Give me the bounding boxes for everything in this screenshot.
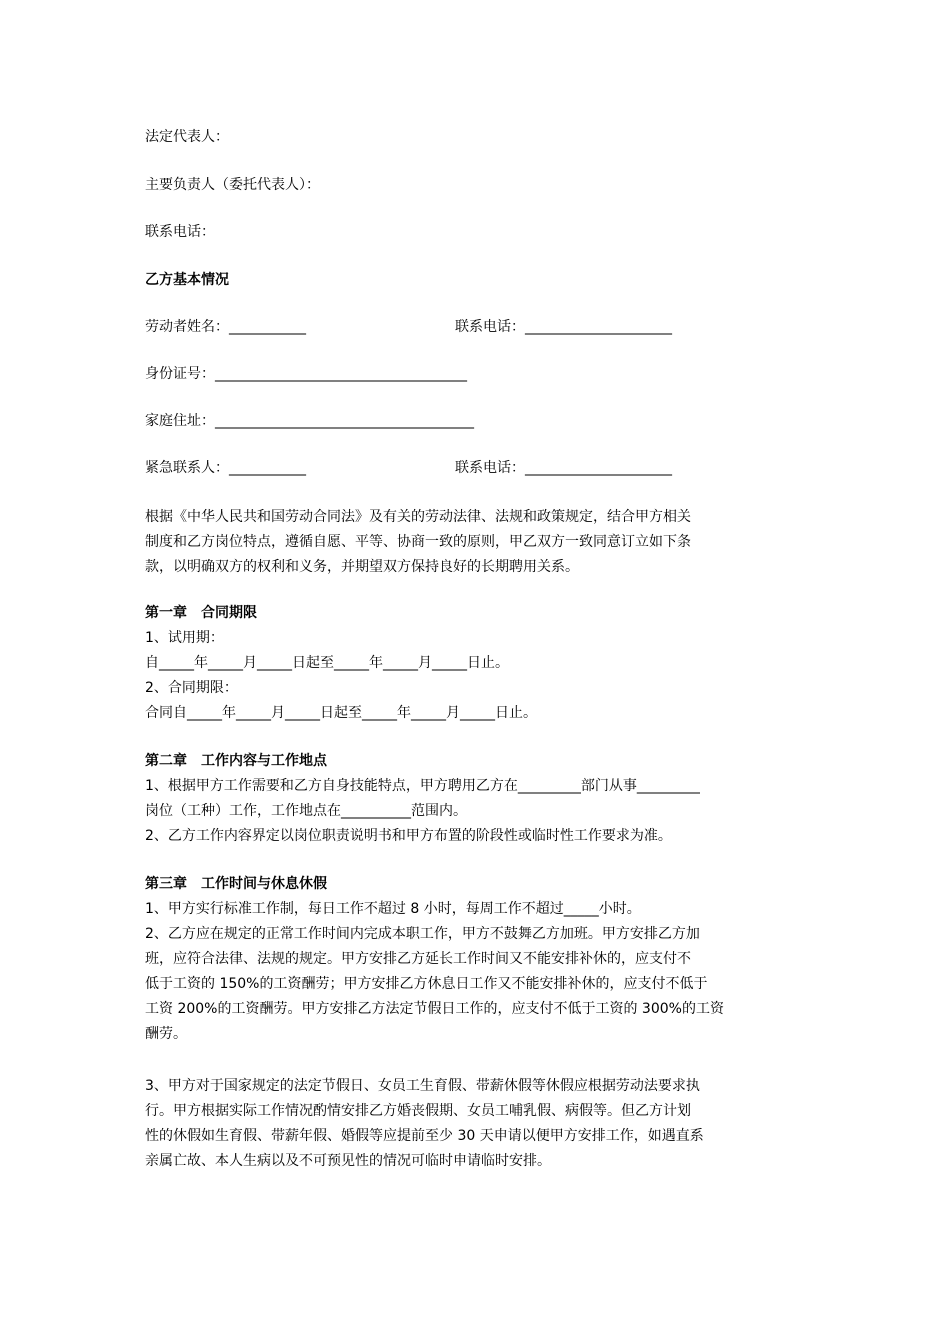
preamble-line: 根据《中华人民共和国劳动合同法》及有关的劳动法律、法规和政策规定，结合甲方相关 [145,509,691,525]
home-address-line: 家庭住址：_____________________________________ [145,413,474,429]
chapter-3-line: 低于工资的 150%的工资酬劳；甲方安排乙方休息日工作又不能安排补休的，应支付不低于 [145,976,708,992]
chapter-2-line: 2、乙方工作内容界定以岗位职责说明书和甲方布置的阶段性或临时性工作要求为准。 [145,828,672,844]
chapter-2-line: 1、根据甲方工作需要和乙方自身技能特点，甲方聘用乙方在_________部门从事_________ [145,778,700,794]
chapter-1-line: 自_____年_____月_____日起至_____年_____月_____日止。 [145,655,509,671]
chapter-3-title: 第三章 工作时间与休息休假 [145,876,327,892]
emergency-phone-line: 联系电话：_____________________ [455,460,672,476]
chapter-3-line: 性的休假如生育假、带薪年假、婚假等应提前至少 30 天申请以便甲方安排工作，如遇直系 [145,1128,704,1144]
worker-phone-line: 联系电话：_____________________ [455,319,672,335]
party-b-heading: 乙方基本情况 [145,272,229,288]
worker-name-line: 劳动者姓名：___________ [145,319,306,335]
chapter-3-line: 1、甲方实行标准工作制，每日工作不超过 8 小时，每周工作不超过_____小时。 [145,901,641,917]
chapter-3-line: 亲属亡故、本人生病以及不可预见性的情况可临时申请临时安排。 [145,1153,551,1169]
chapter-3-line: 酬劳。 [145,1026,187,1042]
preamble-line: 制度和乙方岗位特点，遵循自愿、平等、协商一致的原则，甲乙双方一致同意订立如下条 [145,534,691,550]
chapter-3-line: 3、甲方对于国家规定的法定节假日、女员工生育假、带薪休假等休假应根据劳动法要求执 [145,1078,700,1094]
chapter-3-line: 工资 200%的工资酬劳。甲方安排乙方法定节假日工作的，应支付不低于工资的 300%的工资 [145,1001,724,1017]
chapter-3-line: 2、乙方应在规定的正常工作时间内完成本职工作，甲方不鼓舞乙方加班。甲方安排乙方加 [145,926,700,942]
legal-rep-line: 法定代表人： [145,129,229,145]
chapter-1-line: 2、合同期限： [145,680,238,696]
chapter-1-line: 1、试用期： [145,630,224,646]
emergency-contact-line: 紧急联系人：___________ [145,460,306,476]
chapter-3-line: 班，应符合法律、法规的规定。甲方安排乙方延长工作时间又不能安排补休的，应支付不 [145,951,691,967]
chapter-3-line: 行。甲方根据实际工作情况酌情安排乙方婚丧假期、女员工哺乳假、病假等。但乙方计划 [145,1103,691,1119]
chapter-2-title: 第二章 工作内容与工作地点 [145,753,327,769]
chapter-1-title: 第一章 合同期限 [145,605,257,621]
id-number-line: 身份证号：____________________________________ [145,366,467,382]
preamble-line: 款，以明确双方的权利和义务，并期望双方保持良好的长期聘用关系。 [145,559,579,575]
chapter-1-line: 合同自_____年_____月_____日起至_____年_____月_____日止。 [145,705,537,721]
party-a-phone-line: 联系电话： [145,224,215,240]
chapter-2-line: 岗位（工种）工作，工作地点在__________范围内。 [145,803,467,819]
principal-line: 主要负责人（委托代表人）： [145,177,320,193]
